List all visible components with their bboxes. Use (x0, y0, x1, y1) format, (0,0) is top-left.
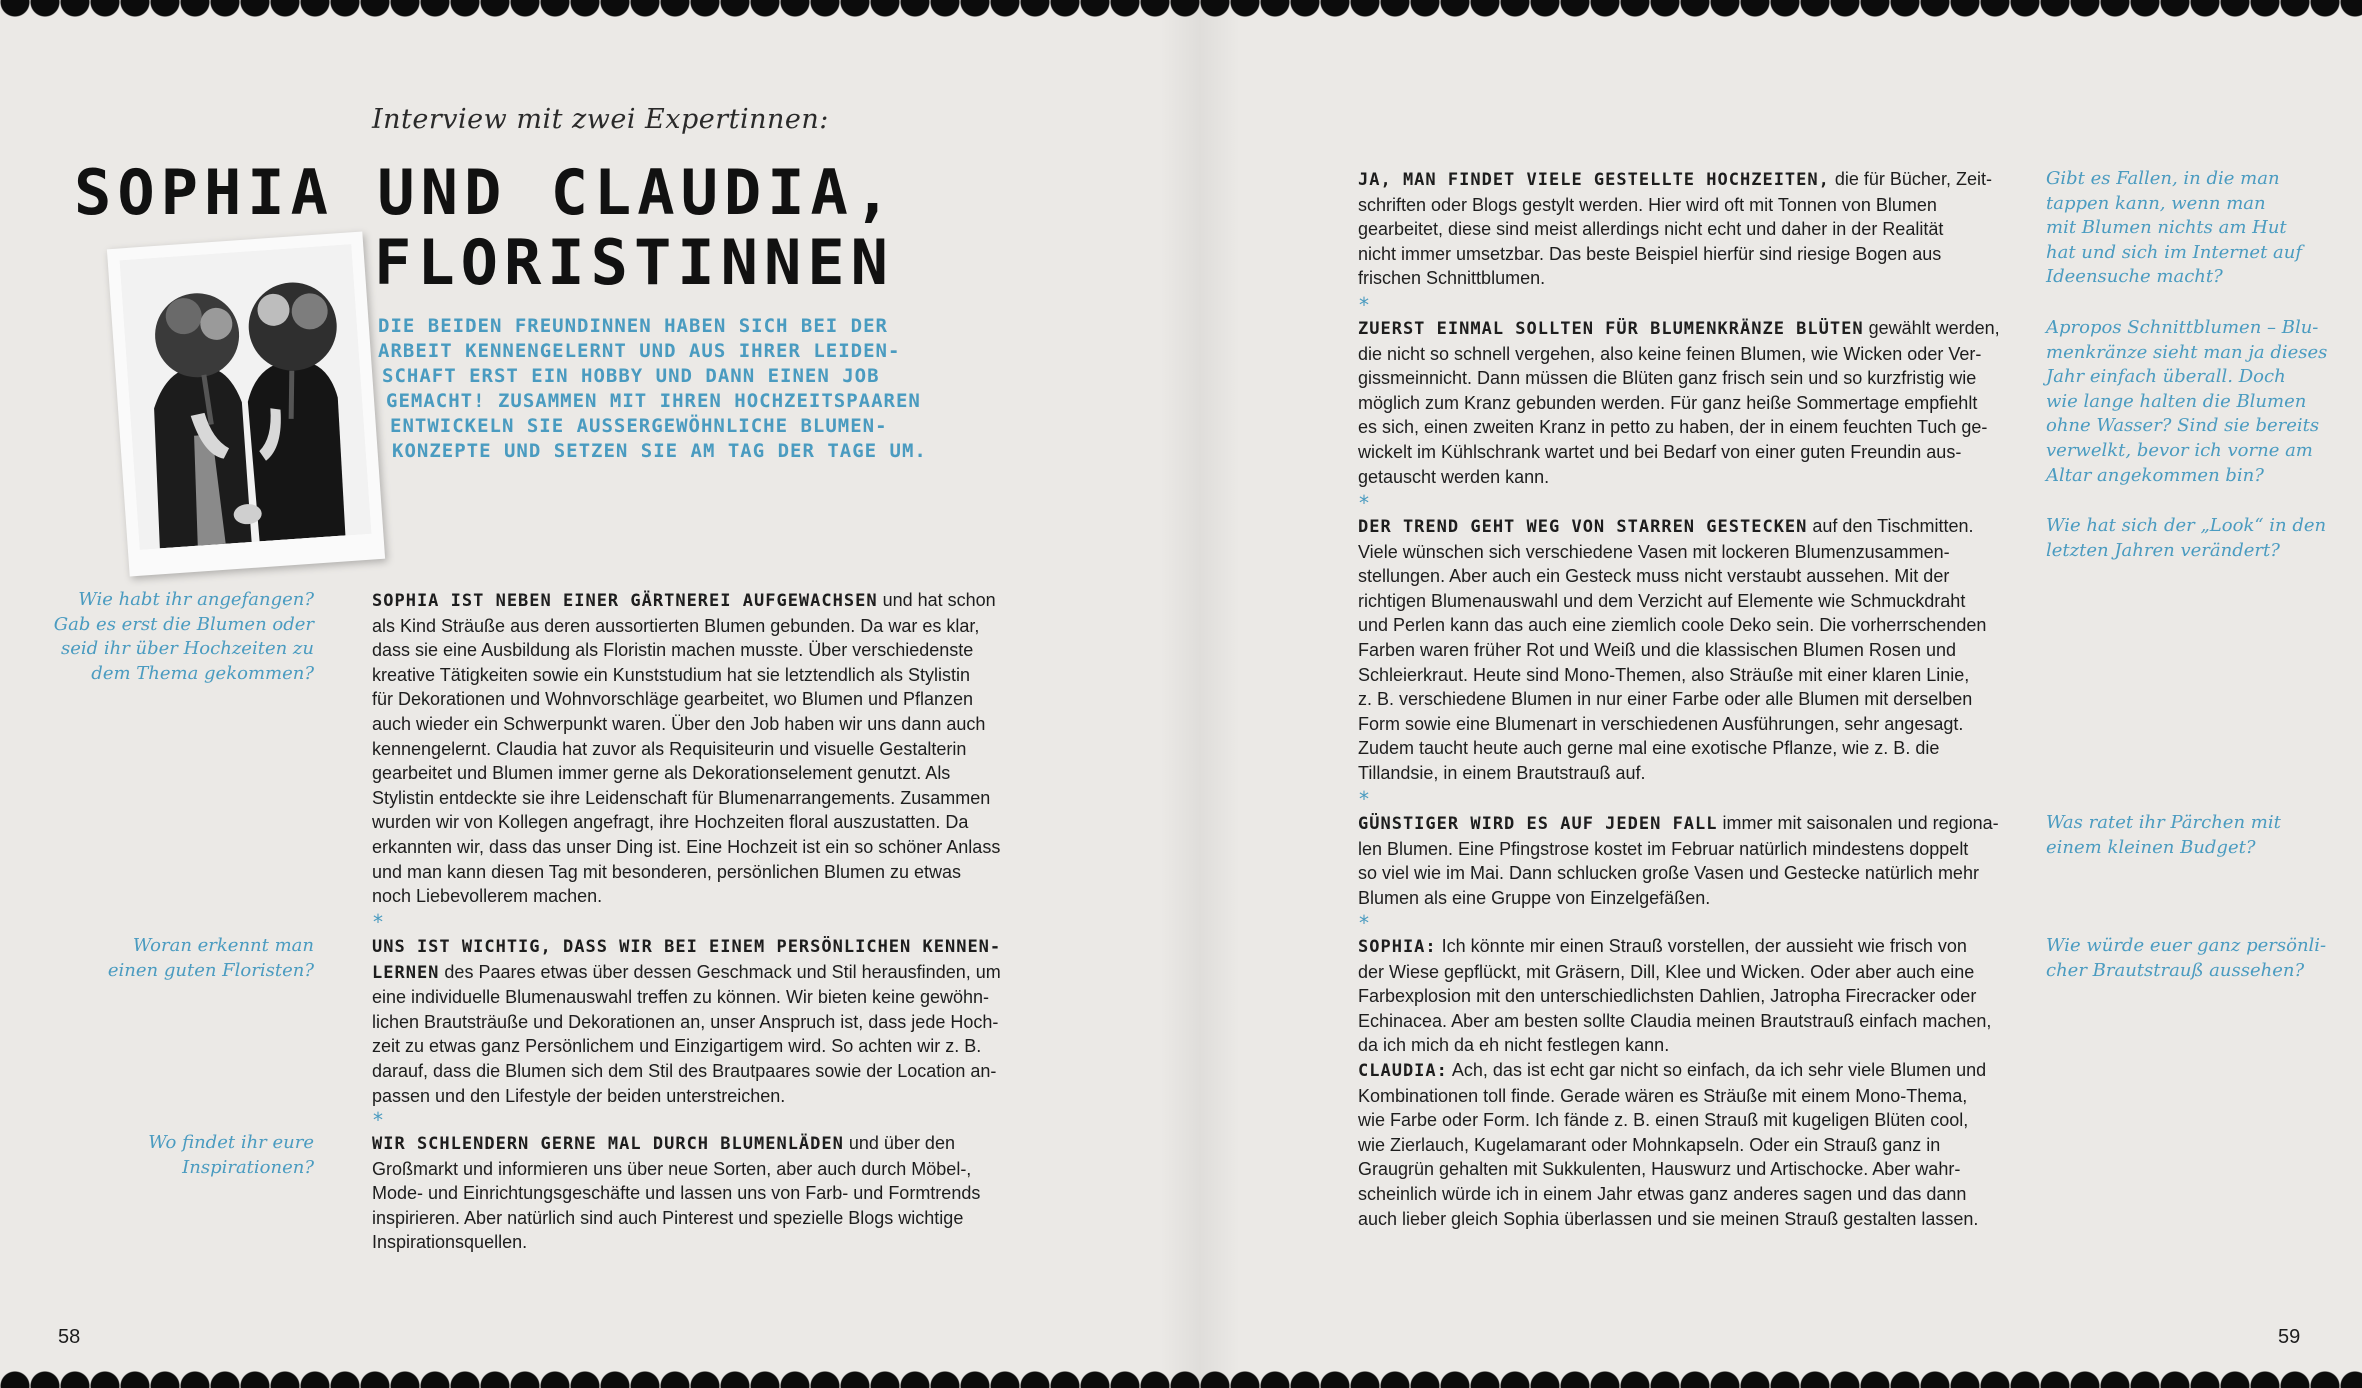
answer-line: so viel wie im Mai. Dann schlucken große Vasen und Gestecke natürlich mehr (1358, 863, 1979, 884)
answer-line: Farben waren früher Rot und Weiß und die klassischen Blumen Rosen und (1358, 639, 1956, 660)
answer-line: Schleierkraut. Heute sind Mono-Themen, also Sträuße mit einer klaren Linie, (1358, 664, 1970, 685)
question-small-budget (2046, 811, 2326, 860)
question-line: Gab es erst die Blumen oder (53, 613, 314, 635)
question-line: Wie habt ihr angefangen? (78, 589, 314, 610)
answer-line: wurden wir von Kollegen angefragt, ihre Hochzeiten floral auszustatten. Da (372, 812, 969, 833)
question-look-changed (2046, 514, 2326, 563)
answer-good-florist (372, 934, 1001, 1108)
answer-text: gewählt werden, (1863, 318, 2000, 338)
answer-line: richtigen Blumenauswahl und dem Verzicht auf Elemente wie Schmuckdraht (1358, 590, 1966, 611)
page-number-right: 59 (2278, 1326, 2301, 1348)
question-line: einem kleinen Budget? (2046, 836, 2256, 858)
answer-text: des Paares etwas über dessen Geschmack und Stil herausfinden, um (439, 961, 1001, 982)
question-line: Altar angekommen bin? (2046, 464, 2264, 486)
answer-line: Form sowie eine Blumenart in verschiedenen Ausführungen, sehr angesagt. (1358, 713, 1964, 734)
question-line: letzten Jahren verändert? (2046, 539, 2280, 561)
answer-line: stellungen. Aber auch ein Gesteck muss nicht verstaubt aussehen. Mit der (1358, 566, 1950, 587)
answer-line: die nicht so schnell vergehen, also keine feinen Blumen, wie Wicken oder Ver- (1358, 343, 1982, 364)
lead-line: SCHAFT ERST EIN HOBBY UND DANN EINEN JOB (382, 365, 880, 387)
answer-lead-in: CLAUDIA: (1358, 1060, 1448, 1081)
answer-line: dass sie eine Ausbildung als Floristin machen musste. Über verschiedenste (372, 640, 974, 661)
question-line: Inspirationen? (182, 1156, 314, 1178)
answer-line: schriften oder Blogs gestylt werden. Hier wird oft mit Tonnen von Blumen (1358, 194, 1937, 215)
question-line: verwelkt, bevor ich vorne am (2046, 439, 2313, 461)
asterisk-separator: * (373, 1108, 383, 1132)
question-line: seid ihr über Hochzeiten zu (60, 638, 314, 660)
answer-line: da ich mich da eh nicht festlegen kann. (1358, 1035, 1670, 1056)
answer-lead-in: UNS IST WICHTIG, DASS WIR BEI EINEM PERSÖNLICHEN KENNEN- (372, 937, 1002, 957)
question-line: Wo findet ihr eure (148, 1132, 314, 1153)
lead-line: GEMACHT! ZUSAMMEN MIT IHREN HOCHZEITSPAAREN (386, 390, 921, 412)
question-line: Was ratet ihr Pärchen mit (2046, 812, 2281, 833)
question-line: Gibt es Fallen, in die man (2046, 168, 2280, 189)
question-line: Wie hat sich der „Look“ in den (2046, 515, 2327, 536)
answer-line: Großmarkt und informieren uns über neue Sorten, aber auch durch Möbel-, (372, 1158, 972, 1179)
answer-look-trends (1358, 514, 1986, 786)
asterisk-separator: * (373, 910, 383, 934)
answer-line: der Wiese gepflückt, mit Gräsern, Dill, Klee und Wicken. Oder aber auch eine (1358, 961, 1975, 982)
answer-text: und hat schon (877, 590, 996, 610)
question-pitfalls (2046, 167, 2326, 290)
answer-lead-in: SOPHIA IST NEBEN EINER GÄRTNEREI AUFGEWACHSEN (372, 591, 878, 611)
answer-line: len Blumen. Eine Pfingstrose kostet im Februar natürlich mindestens doppelt (1358, 838, 1969, 859)
lead-line: KONZEPTE UND SETZEN SIE AM TAG DER TAGE UM. (392, 440, 927, 462)
book-gutter (1160, 0, 1240, 1388)
answer-line: wickelt im Kühlschrank wartet und bei Bedarf von einer guten Freundin aus- (1358, 441, 1962, 462)
answer-text: Ach, das ist echt gar nicht so einfach, da ich sehr viele Blumen und (1447, 1059, 1987, 1080)
answer-text: auf den Tischmitten. (1807, 516, 1974, 536)
question-line: dem Thema gekommen? (91, 662, 314, 684)
answer-line: Graugrün gehalten mit Sukkulenten, Hauswurz und Artischocke. Aber wahr- (1358, 1159, 1961, 1180)
question-line: Apropos Schnittblumen – Blu- (2046, 317, 2319, 338)
question-line: Wie würde euer ganz persönli- (2046, 935, 2327, 956)
answer-line: zeit zu etwas ganz Persönlichem und Einzigartigem wird. So achten wir z. B. (372, 1036, 982, 1057)
answer-text: und über den (843, 1133, 955, 1153)
asterisk-separator: * (1359, 911, 1369, 935)
question-line: Woran erkennt man (132, 935, 314, 956)
answer-line: z. B. verschiedene Blumen in nur einer Farbe oder alle Blumen mit derselben (1358, 689, 1973, 710)
answer-line: inspirieren. Aber natürlich sind auch Pinterest und spezielle Blogs wichtige (372, 1207, 964, 1228)
question-how-started (14, 588, 314, 686)
answer-line: Farbexplosion mit den unterschiedlichsten Dahlien, Jatropha Firecracker oder (1358, 986, 1977, 1007)
answer-line: Blumen als eine Gruppe von Einzelgefäßen. (1358, 887, 1711, 908)
headline-line-1: SOPHIA UND CLAUDIA, (74, 156, 898, 229)
answer-inspirations (372, 1131, 980, 1255)
answer-small-budget (1358, 811, 1999, 910)
answer-lead-in: ZUERST EINMAL SOLLTEN FÜR BLUMENKRÄNZE BLÜTEN (1358, 319, 1864, 339)
answer-line: wie Farbe oder Form. Ich fände z. B. einen Strauß mit kugeligen Blüten cool, (1358, 1110, 1969, 1131)
answer-line: darauf, dass die Blumen sich dem Stil des Brautpaares sowie der Location an- (372, 1060, 997, 1081)
question-line: Ideensuche macht? (2046, 266, 2223, 288)
answer-line: und man kann diesen Tag mit besonderen, persönlichen Blumen zu etwas (372, 861, 962, 882)
answer-lead-in: GÜNSTIGER WIRD ES AUF JEDEN FALL (1358, 814, 1718, 834)
question-line: hat und sich im Internet auf (2046, 241, 2303, 263)
answer-line: gearbeitet, diese sind meist allerdings nicht echt und daher in der Realität (1358, 219, 1944, 240)
answer-line: gissmeinnicht. Dann müssen die Blüten ganz frisch sein und so kurzfristig wie (1358, 368, 1977, 389)
answer-line: möglich zum Kranz gebunden werden. Für ganz heiße Sommertage empfiehlt (1358, 392, 1978, 413)
answer-flower-crowns (1358, 316, 2000, 489)
answer-line: eine individuelle Blumenauswahl treffen zu können. Wir bieten keine gewöhn- (372, 987, 990, 1008)
polaroid-photo (107, 231, 385, 576)
question-line: wie lange halten die Blumen (2046, 390, 2307, 412)
lead-line: ARBEIT KENNENGELERNT UND AUS IHRER LEIDEN- (378, 340, 901, 362)
question-line: cher Brautstrauß aussehen? (2046, 959, 2305, 981)
question-flower-crowns (2046, 316, 2326, 488)
answer-text: die für Bücher, Zeit- (1829, 169, 1992, 189)
answer-line: noch Liebevollerem machen. (372, 886, 603, 907)
answer-line: es sich, einen zweiten Kranz in petto zu haben, der in einem feuchten Tuch ge- (1358, 417, 1988, 438)
asterisk-separator: * (1359, 293, 1369, 317)
question-line: Jahr einfach überall. Doch (2046, 366, 2286, 388)
answer-line: Zudem taucht heute auch gerne mal eine exotische Pflanze, wie z. B. die (1358, 738, 1940, 759)
lead-line: DIE BEIDEN FREUNDINNEN HABEN SICH BEI DER (378, 315, 888, 337)
answer-line: für Dekorationen und Wohnvorschläge gearbeitet, wo Blumen und Pflanzen (372, 689, 974, 710)
answer-line: nicht immer umsetzbar. Das beste Beispiel hierfür sind riesige Bogen aus (1358, 243, 1942, 264)
answer-lead-in: SOPHIA: (1358, 937, 1437, 957)
answer-lead-in: JA, MAN FINDET VIELE GESTELLTE HOCHZEITEN, (1358, 170, 1830, 190)
question-line: menkränze sieht man ja dieses (2046, 341, 2328, 363)
asterisk-separator: * (1359, 491, 1369, 515)
answer-line: auch lieber gleich Sophia überlassen und sie meinen Strauß gestalten lassen. (1358, 1208, 1979, 1229)
lead-paragraph (378, 314, 988, 464)
answer-lead-in: LERNEN (372, 962, 440, 983)
question-personal-bouquet (2046, 934, 2326, 983)
answer-line: und Perlen kann das auch eine ziemlich coole Deko sein. Die vorherrschenden (1358, 615, 1987, 636)
question-good-florist (14, 934, 314, 983)
headline-line-2: FLORISTINNEN (374, 226, 894, 299)
answer-line: frischen Schnittblumen. (1358, 268, 1546, 289)
answer-line: Mode- und Einrichtungsgeschäfte und lassen uns von Farb- und Formtrends (372, 1183, 981, 1204)
answer-line: Tillandsie, in einem Brautstrauß auf. (1358, 762, 1646, 783)
answer-line: erkannten wir, dass das unser Ding ist. Eine Hochzeit ist ein so schöner Anlass (372, 836, 1001, 857)
answer-line: lichen Brautsträuße und Dekorationen an, unser Anspruch ist, dass jede Hoch- (372, 1011, 999, 1032)
answer-text: immer mit saisonalen und regiona- (1717, 813, 1999, 833)
answer-line: als Kind Sträuße aus deren aussortierten Blumen gebunden. Da war es klar, (372, 615, 980, 636)
answer-line: Inspirationsquellen. (372, 1232, 528, 1253)
question-line: einen guten Floristen? (107, 959, 314, 981)
answer-line: Kombinationen toll finde. Gerade wären es Sträuße mit einem Mono-Thema, (1358, 1085, 1968, 1106)
page-number-left: 58 (58, 1326, 81, 1348)
answer-line: Echinacea. Aber am besten sollte Claudia meinen Brautstrauß einfach machen, (1358, 1010, 1992, 1031)
answer-line: scheinlich würde ich in einem Jahr etwas ganz anderes sagen und das dann (1358, 1183, 1967, 1204)
answer-lead-in: DER TREND GEHT WEG VON STARREN GESTECKEN (1358, 517, 1808, 537)
question-line: ohne Wasser? Sind sie bereits (2046, 415, 2320, 437)
question-line: mit Blumen nichts am Hut (2046, 217, 2287, 239)
answer-personal-bouquet (1358, 934, 1991, 1231)
answer-how-started (372, 588, 1000, 909)
lead-line: ENTWICKELN SIE AUSSERGEWÖHNLICHE BLUMEN- (390, 415, 888, 437)
photo-florists-with-bouquets (120, 244, 372, 549)
answer-line: gearbeitet und Blumen immer gerne als Dekorationselement genutzt. Als (372, 763, 951, 784)
question-inspirations (14, 1131, 314, 1180)
answer-line: wie Zierlauch, Kugelamarant oder Mohnkapseln. Oder ein Strauß ganz in (1358, 1134, 1941, 1155)
answer-line: auch wieder ein Schwerpunkt waren. Über den Job haben wir uns dann auch (372, 713, 986, 734)
kicker: Interview mit zwei Expertinnen: (372, 104, 829, 135)
answer-line: kennengelernt. Claudia hat zuvor als Requisiteurin und visuelle Gestalterin (372, 738, 967, 759)
answer-line: Viele wünschen sich verschiedene Vasen mit lockeren Blumenzusammen- (1358, 541, 1950, 562)
answer-lead-in: WIR SCHLENDERN GERNE MAL DURCH BLUMENLÄDEN (372, 1134, 844, 1154)
question-line: tappen kann, wenn man (2046, 192, 2266, 214)
answer-line: kreative Tätigkeiten sowie ein Kunststudium hat sie letztendlich als Stylistin (372, 664, 970, 685)
answer-line: Stylistin entdeckte sie ihre Leidenschaft für Blumenarrangements. Zusammen (372, 787, 991, 808)
answer-text: Ich könnte mir einen Strauß vorstellen, der aussieht wie frisch von (1436, 936, 1967, 956)
answer-line: getauscht werden kann. (1358, 466, 1550, 487)
asterisk-separator: * (1359, 787, 1369, 811)
answer-pitfalls (1358, 167, 1992, 291)
answer-line: passen und den Lifestyle der beiden unterstreichen. (372, 1085, 786, 1106)
